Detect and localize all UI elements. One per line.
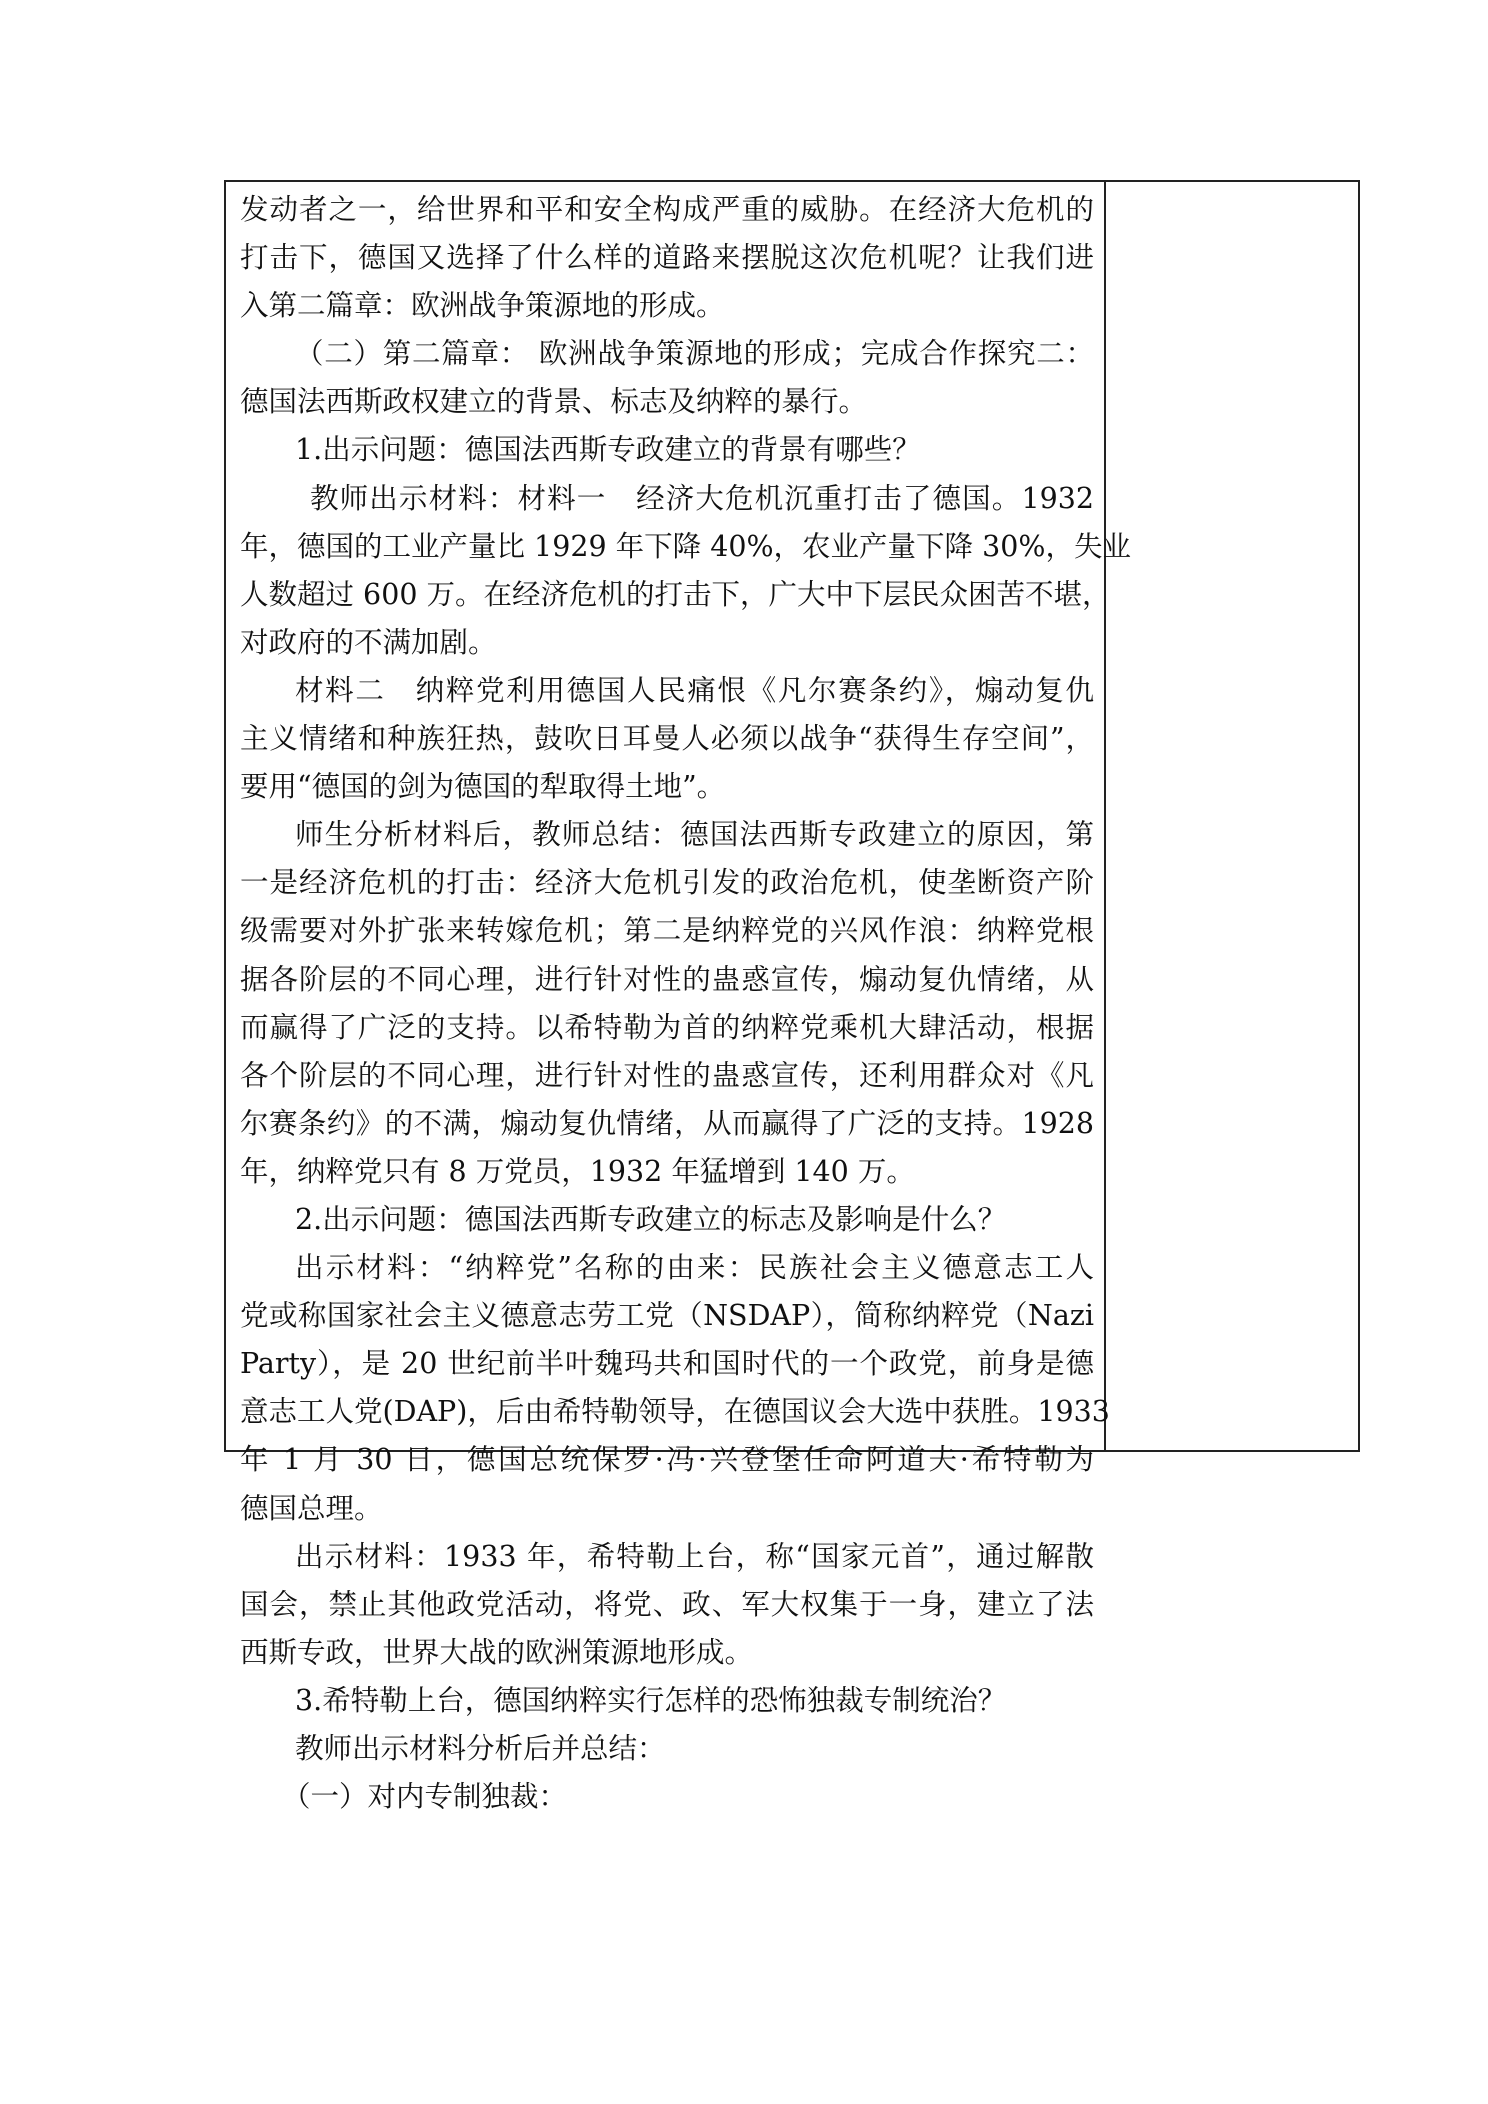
text-line: 年 1 月 30 日，德国总统保罗·冯·兴登堡任命阿道夫·希特勒为: [240, 1443, 1094, 1477]
text-line: 年，德国的工业产量比 1929 年下降 40%，农业产量下降 30%，失业: [240, 529, 1131, 563]
text-line: 意志工人党(DAP)，后由希特勒领导，在德国议会大选中获胜。1933: [240, 1395, 1110, 1429]
text-line: 级需要对外扩张来转嫁危机；第二是纳粹党的兴风作浪：纳粹党根: [240, 914, 1094, 948]
text-line: 德国总理。: [240, 1491, 383, 1525]
lesson-content-cell: [226, 182, 1131, 1814]
text-line: 主义情绪和种族狂热，鼓吹日耳曼人必须以战争“获得生存空间”，: [240, 722, 1094, 756]
question-heading: 3.希特勒上台，德国纳粹实行怎样的恐怖独裁专制统治？: [295, 1683, 1007, 1717]
text-line: 教师出示材料分析后并总结：: [295, 1732, 666, 1765]
text-line: 德国法西斯政权建立的背景、标志及纳粹的暴行。: [240, 385, 868, 419]
text-line: 入第二篇章：欧洲战争策源地的形成。: [240, 289, 725, 323]
text-line: 各个阶层的不同心理，进行针对性的蛊惑宣传，还利用群众对《凡: [240, 1058, 1094, 1092]
question-heading: 1.出示问题：德国法西斯专政建立的背景有哪些？: [295, 433, 921, 467]
text-line: 对政府的不满加剧。: [240, 625, 497, 659]
text-line: 年，纳粹党只有 8 万党员，1932 年猛增到 140 万。: [240, 1154, 915, 1188]
text-line: 国会，禁止其他政党活动，将党、政、军大权集于一身，建立了法: [240, 1587, 1094, 1621]
text-line: Party），是 20 世纪前半叶魏玛共和国时代的一个政党，前身是德: [240, 1347, 1094, 1381]
text-line: 出示材料：“纳粹党”名称的由来：民族社会主义德意志工人: [295, 1251, 1094, 1285]
lesson-plan-table: [224, 180, 1360, 1814]
text-line: 师生分析材料后，教师总结：德国法西斯专政建立的原因，第: [295, 818, 1094, 852]
text-line: 要用“德国的剑为德国的犁取得土地”。: [240, 770, 726, 804]
question-heading: 2.出示问题：德国法西斯专政建立的标志及影响是什么？: [295, 1202, 1007, 1236]
text-line: 党或称国家社会主义德意志劳工党（NSDAP），简称纳粹党（Nazi: [240, 1299, 1094, 1333]
text-line: 材料二 纳粹党利用德国人民痛恨《凡尔赛条约》，煽动复仇: [295, 673, 1094, 707]
text-line: 尔赛条约》的不满，煽动复仇情绪，从而赢得了广泛的支持。1928: [240, 1106, 1094, 1140]
text-line: 发动者之一，给世界和平和安全构成严重的威胁。在经济大危机的: [240, 193, 1094, 226]
text-line: 出示材料：1933 年，希特勒上台，称“国家元首”，通过解散: [295, 1539, 1094, 1573]
text-line: 据各阶层的不同心理，进行针对性的蛊惑宣传，煽动复仇情绪，从: [240, 962, 1094, 996]
text-line: 一是经济危机的打击：经济大危机引发的政治危机，使垄断资产阶: [240, 866, 1094, 900]
subsection-heading: （一）对内专制独裁：: [282, 1780, 568, 1814]
notes-cell: [1106, 182, 1358, 1450]
text-line: 西斯专政，世界大战的欧洲策源地形成。: [240, 1635, 754, 1669]
section-heading: （二）第二篇章： 欧洲战争策源地的形成；完成合作探究二：: [295, 337, 1094, 371]
text-line: 而赢得了广泛的支持。以希特勒为首的纳粹党乘机大肆活动，根据: [240, 1010, 1094, 1044]
text-line: 教师出示材料：材料一 经济大危机沉重打击了德国。1932: [310, 481, 1094, 515]
text-line: 打击下，德国又选择了什么样的道路来摆脱这次危机呢？让我们进: [240, 241, 1094, 275]
text-line: 人数超过 600 万。在经济危机的打击下，广大中下层民众困苦不堪，: [240, 577, 1111, 611]
